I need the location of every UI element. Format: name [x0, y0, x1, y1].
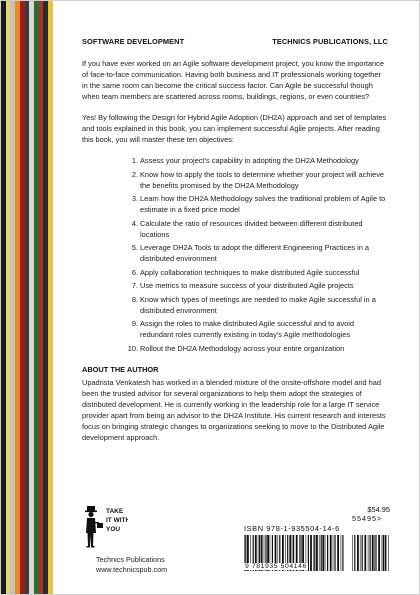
objective-text: Leverage DH2A Tools to adopt the different Engineering Practices in a distributed environment [140, 243, 369, 263]
author-bio: Upadrista Venkatesh has worked in a blended mixture of the onsite-offshore model and had been the trusted advisor for several organizations to help them adopt the strategies of distributed development. He is currently working in the leadership role for a large IT service provider apart from being an advisor to the DH2A Institute. His current research and interests focus on bringing strategic changes to organizations seeking to move to the Distributed Agile development approach. [82, 377, 386, 442]
barcode-bar [333, 535, 334, 571]
objective-item [131, 218, 388, 240]
barcode-bar [310, 535, 312, 571]
barcode-bar [342, 535, 343, 571]
objective-item [131, 193, 388, 215]
objective-text: Rollout the DH2A Methodology across your entire organization [140, 343, 345, 353]
barcode-bar [374, 535, 375, 571]
objective-item [127, 343, 388, 354]
barcode-bar [313, 535, 314, 571]
barcode-bar [352, 535, 353, 571]
objective-text: Apply collaboration techniques to make distributed Agile successful [140, 267, 360, 277]
barcode-bar [322, 535, 324, 571]
objective-text: Learn how the DH2A Methodology solves the traditional problem of Agile to estimate in a fixed price model [140, 194, 386, 214]
spine-color-stripes [1, 1, 53, 594]
barcode-bar [341, 535, 342, 571]
barcode-bar [372, 535, 374, 571]
logo-text-it-with: IT WITH [106, 517, 128, 524]
approach-paragraph: Yes! By following the Design for Hybrid Agile Adoption (DH2A) approach and set of templates and tools explained in this book, you can implement successful Agile projects. After reading this book, you will master these ten objectives: [82, 113, 387, 144]
barcode-bar [375, 535, 376, 571]
objective-number: 3. [131, 194, 138, 203]
objective-number: 5. [131, 243, 138, 252]
objective-text: Assign the roles to make distributed Agile successful and to avoid redundant roles currently existing in today’s Agile methodologies [140, 319, 355, 339]
barcode-addon-digits: 55495> [352, 514, 383, 523]
publisher-logo [82, 502, 128, 554]
objective-item [131, 318, 388, 340]
barcode-bar [319, 535, 320, 571]
barcode-bar [337, 535, 339, 571]
objective-number: 9. [131, 319, 138, 328]
objective-item [131, 155, 388, 166]
objective-number: 1. [131, 156, 138, 165]
category-label: SOFTWARE DEVELOPMENT [82, 37, 185, 46]
logo-text-take: TAKE [106, 508, 124, 515]
price-label: $54.95 [367, 505, 390, 514]
objective-text: Assess your project’s capability in adopting the DH2A Methodology [140, 156, 359, 165]
barcode-bar [368, 535, 369, 571]
header-row [82, 36, 388, 47]
barcode-bar [388, 535, 389, 571]
publisher-label: TECHNICS PUBLICATIONS, LLC [272, 37, 388, 46]
objective-number: 6. [131, 267, 138, 277]
objective-text: Know how to apply the tools to determine whether your project will achieve the benefits promised by the DH2A Methodology [140, 169, 385, 190]
logo-text-you: YOU [106, 526, 121, 533]
objectives-list [82, 155, 388, 354]
barcode-bar [316, 535, 318, 571]
barcode-bar [321, 535, 322, 571]
objective-text: Use metrics to measure success of your distributed Agile projects [140, 281, 354, 290]
barcode-bar [378, 535, 380, 571]
about-author-heading: ABOUT THE AUTHOR [82, 364, 159, 374]
addon-barcode [352, 535, 390, 571]
back-cover-text [82, 36, 388, 453]
barcode-bar [327, 535, 328, 571]
objective-text: Know which types of meetings are needed to make Agile successful in a distributed environment [140, 294, 376, 315]
objective-number: 7. [131, 281, 138, 290]
barcode-bar [314, 535, 315, 571]
publisher-url[interactable]: www.technicspub.com [96, 564, 168, 574]
barcode-bar [354, 535, 355, 571]
barcode-bar [362, 535, 363, 571]
spine-stripe [48, 1, 53, 594]
intro-paragraph: If you have ever worked on an Agile software development project, you know the importance of face-to-face communication. Having both business and IT professionals working together in the same room can become the critical success factor. Can Agile be successful though when team members are scattered across rooms, buildings, regions, or even countries? [82, 59, 384, 101]
barcode-bar [385, 535, 387, 571]
objective-item [131, 294, 388, 316]
barcode-bar [357, 535, 359, 571]
publisher-info [96, 555, 167, 574]
barcode-bar [364, 535, 366, 571]
barcode-bar [308, 535, 309, 571]
barcode-bar [383, 535, 384, 571]
objective-item [131, 280, 388, 291]
objective-number: 8. [131, 294, 138, 304]
barcode-bar [325, 535, 326, 571]
objective-item [131, 267, 388, 278]
barcode-bar [334, 535, 335, 571]
barcode-bar [382, 535, 383, 571]
barcode-bar [370, 535, 371, 571]
isbn-barcode-block [244, 505, 390, 573]
objective-number: 10. [127, 343, 138, 353]
objective-item [131, 242, 388, 264]
isbn-label: ISBN 978-1-935504-14-6 [244, 524, 340, 533]
barcode-bar [330, 535, 332, 571]
objective-item [131, 169, 388, 191]
publisher-name: Technics Publications [96, 555, 165, 564]
ean-digits: 9 781935 504146 [245, 563, 307, 570]
man-with-briefcase-icon [82, 502, 128, 554]
publisher-block [82, 502, 232, 572]
objective-number: 4. [131, 218, 138, 228]
objective-number: 2. [131, 169, 138, 179]
objective-text: Calculate the ratio of resources divided between different distributed locations [140, 218, 363, 239]
barcode-bar [360, 535, 361, 571]
